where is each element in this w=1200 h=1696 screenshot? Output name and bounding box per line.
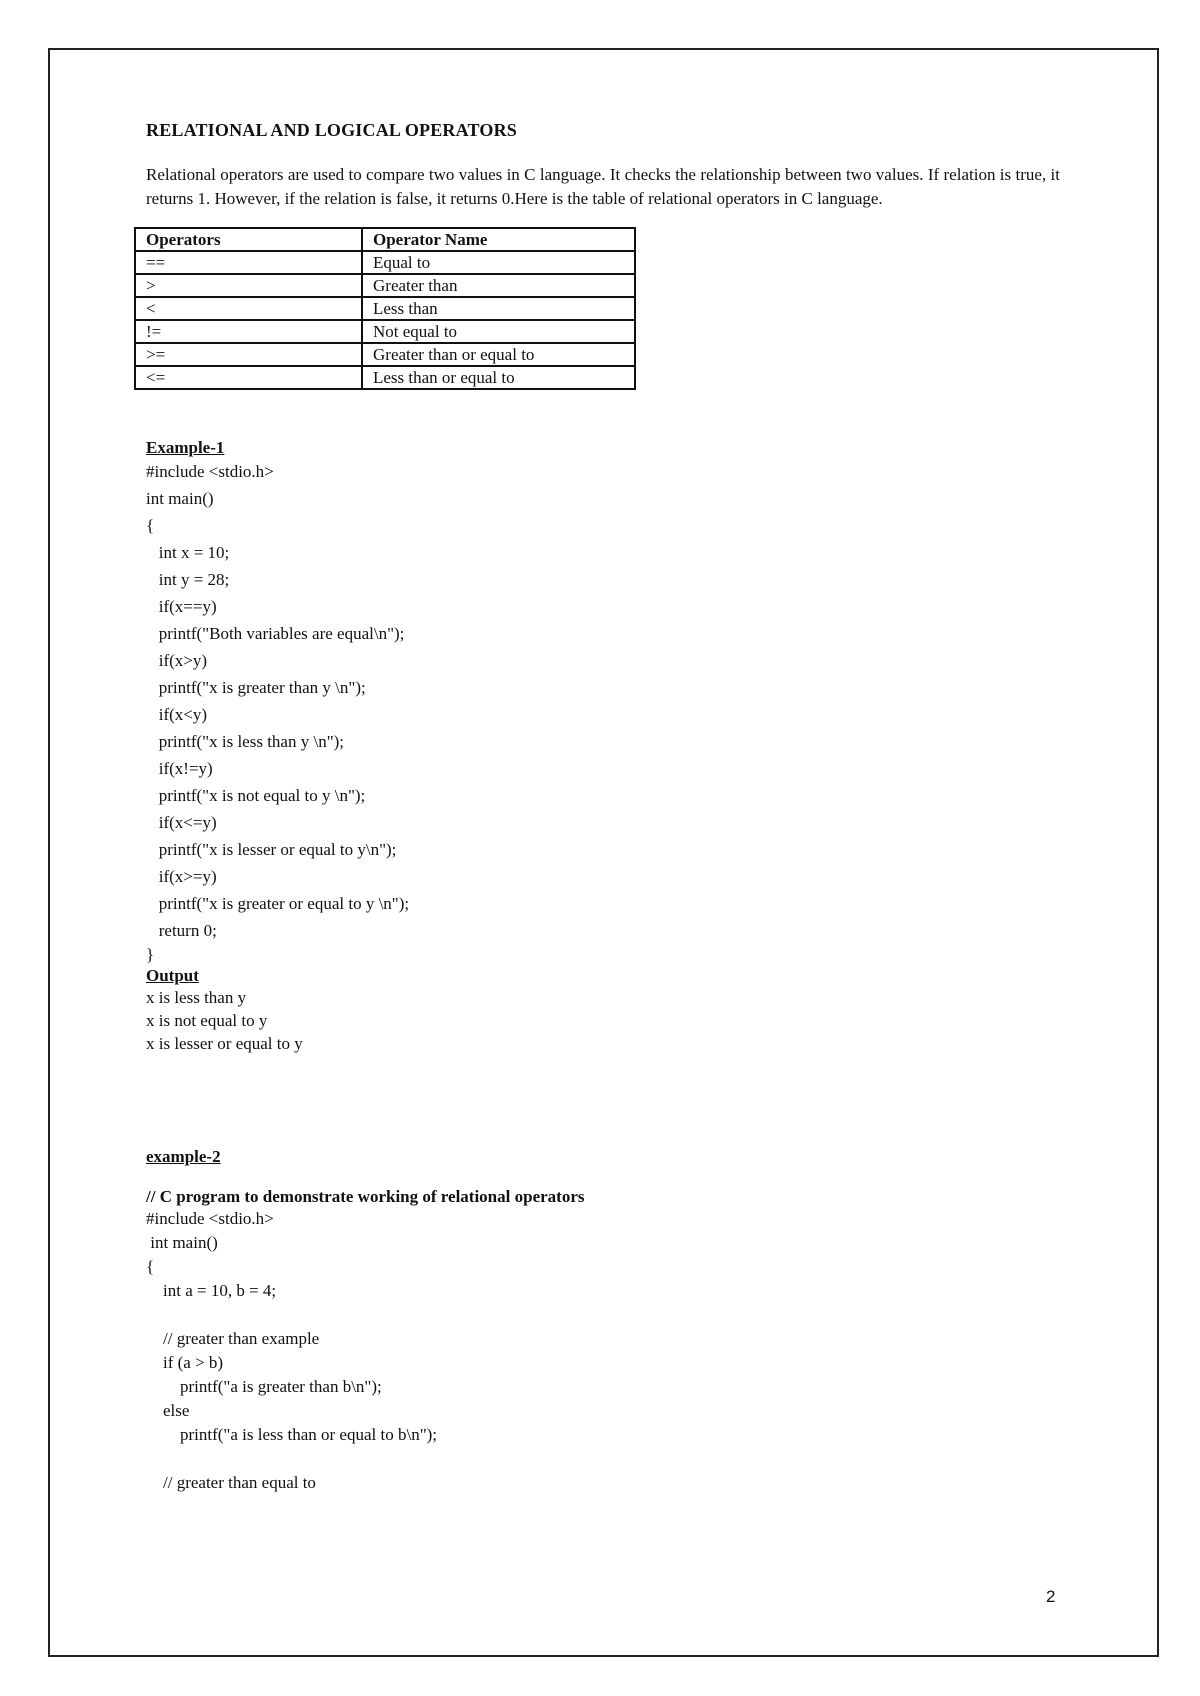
- code-line: int main(): [146, 1233, 218, 1252]
- code-line: int main(): [146, 489, 214, 508]
- code-line: // greater than equal to: [146, 1473, 316, 1492]
- code-line: printf("x is greater or equal to y \n");: [146, 894, 410, 913]
- table-row: [135, 297, 635, 320]
- code-line: printf("a is greater than b\n");: [146, 1377, 382, 1396]
- code-line: if(x==y): [146, 597, 217, 616]
- code-line: return 0;: [146, 921, 217, 940]
- example-2-code: [146, 1207, 1060, 1495]
- output-line: x is less than y: [146, 988, 247, 1007]
- code-line: }: [146, 945, 155, 964]
- code-line: printf("a is less than or equal to b\n");: [146, 1425, 438, 1444]
- code-line: if(x<=y): [146, 813, 217, 832]
- table-row: [135, 320, 635, 343]
- operator-cell: >: [135, 274, 362, 297]
- code-line: #include <stdio.h>: [146, 1209, 274, 1228]
- operator-cell: >=: [135, 343, 362, 366]
- output-title: Output: [146, 966, 199, 985]
- code-line: else: [146, 1401, 190, 1420]
- table-row: [135, 274, 635, 297]
- operator-cell: <: [135, 297, 362, 320]
- code-line: if(x!=y): [146, 759, 213, 778]
- code-line: int x = 10;: [146, 543, 230, 562]
- example-2-comment: // C program to demonstrate working of relational operators: [146, 1187, 585, 1206]
- operator-name-cell: Equal to: [362, 251, 635, 274]
- code-line: printf("x is less than y \n");: [146, 732, 345, 751]
- intro-paragraph: Relational operators are used to compare two values in C language. It checks the relationship between two values. If relation is true, it returns 1. However, if the relation is false, it returns 0.Here is the table of relational operators in C language.: [146, 165, 1060, 208]
- table-row: [135, 366, 635, 389]
- operator-name-cell: Greater than: [362, 274, 635, 297]
- code-line: int y = 28;: [146, 570, 230, 589]
- code-line: [146, 1447, 1060, 1471]
- table-header-row: [135, 228, 635, 251]
- operator-name-cell: Less than: [362, 297, 635, 320]
- code-line: if(x>=y): [146, 867, 217, 886]
- page-number: 2: [1046, 1587, 1056, 1606]
- output-line: x is lesser or equal to y: [146, 1034, 303, 1053]
- example-1-title: Example-1: [146, 438, 225, 457]
- code-line: printf("x is lesser or equal to y\n");: [146, 840, 397, 859]
- table-header-cell: Operator Name: [362, 228, 635, 251]
- example-2-title: example-2: [146, 1147, 221, 1166]
- code-line: // greater than example: [146, 1329, 320, 1348]
- operator-name-cell: Less than or equal to: [362, 366, 635, 389]
- output-line: x is not equal to y: [146, 1011, 268, 1030]
- table-row: [135, 343, 635, 366]
- operators-table: [134, 227, 636, 390]
- code-line: int a = 10, b = 4;: [146, 1281, 277, 1300]
- code-line: #include <stdio.h>: [146, 462, 274, 481]
- code-line: [146, 1303, 1060, 1327]
- code-line: {: [146, 1257, 155, 1276]
- code-line: printf("x is greater than y \n");: [146, 678, 366, 697]
- example-1-code: [146, 458, 1060, 966]
- code-line: {: [146, 516, 155, 535]
- document-body: [146, 120, 1060, 1495]
- page-heading: RELATIONAL AND LOGICAL OPERATORS: [146, 120, 517, 140]
- operator-cell: !=: [135, 320, 362, 343]
- operator-cell: ==: [135, 251, 362, 274]
- operator-name-cell: Greater than or equal to: [362, 343, 635, 366]
- code-line: if (a > b): [146, 1353, 224, 1372]
- operator-name-cell: Not equal to: [362, 320, 635, 343]
- code-line: if(x<y): [146, 705, 208, 724]
- table-row: [135, 251, 635, 274]
- example-1-output: [146, 986, 1060, 1055]
- code-line: if(x>y): [146, 651, 208, 670]
- table-header-cell: Operators: [135, 228, 362, 251]
- code-line: printf("Both variables are equal\n");: [146, 624, 405, 643]
- operator-cell: <=: [135, 366, 362, 389]
- code-line: printf("x is not equal to y \n");: [146, 786, 366, 805]
